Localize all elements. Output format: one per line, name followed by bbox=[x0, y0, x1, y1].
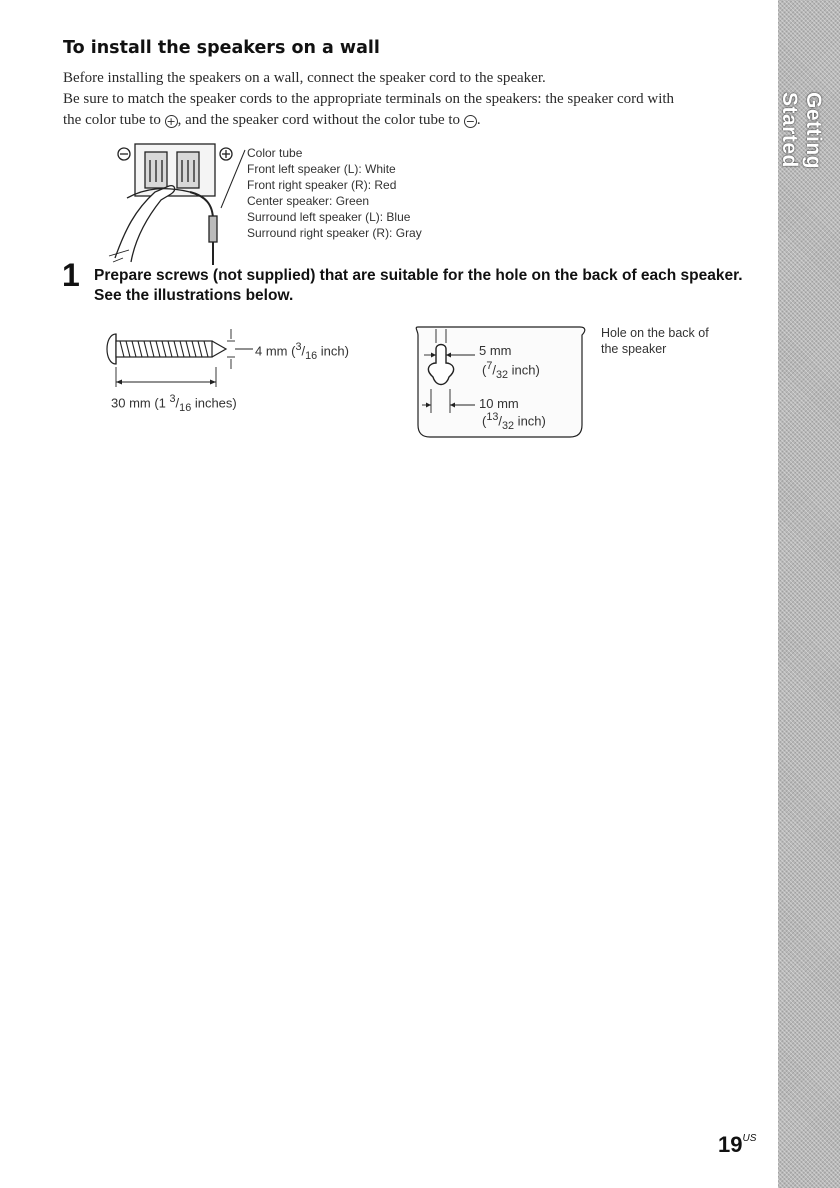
hole-width-inch: ($^7/_{32}$ inch) bbox=[482, 360, 540, 381]
width-numerator: 7 bbox=[486, 360, 493, 372]
depth-denominator: 32 bbox=[502, 419, 515, 432]
page-number bbox=[718, 1132, 756, 1158]
minus-terminal-symbol: − bbox=[465, 115, 475, 128]
length-unit: inches) bbox=[191, 395, 237, 411]
instruction-text-b: , and the speaker cord without the color tube to bbox=[177, 112, 464, 128]
step-line-1: Prepare screws (not supplied) that are suitable for the hole on the back of each speaker. bbox=[94, 267, 743, 284]
color-tube-item: Front right speaker (R): Red bbox=[247, 178, 397, 192]
instruction-line-1: Be sure to match the speaker cords to the appropriate terminals on the speakers: the speaker cord with bbox=[63, 91, 675, 107]
diameter-text: 4 mm ( bbox=[255, 343, 296, 359]
length-numerator: 3 bbox=[169, 393, 176, 405]
diameter-denominator: 16 bbox=[305, 349, 318, 362]
color-tube-item: Surround left speaker (L): Blue bbox=[247, 210, 411, 224]
length-text: 30 mm (1 bbox=[111, 395, 170, 411]
screw-length-label: 30 mm (1 $^3/_{16}$ inches) bbox=[111, 393, 237, 414]
hole-depth-label: 10 mm bbox=[479, 396, 519, 411]
section-heading: To install the speakers on a wall bbox=[63, 38, 380, 58]
instruction-text-a: the color tube to bbox=[63, 112, 165, 128]
length-denominator: 16 bbox=[179, 401, 192, 414]
width-unit: inch) bbox=[508, 362, 540, 378]
page-number-suffix: US bbox=[742, 1133, 757, 1144]
side-tab-label: Getting Started bbox=[778, 92, 825, 169]
diameter-numerator: 3 bbox=[295, 341, 302, 353]
screw-illustration bbox=[100, 325, 260, 390]
page-number-value: 19 bbox=[718, 1132, 743, 1157]
plus-terminal-symbol: + bbox=[166, 115, 176, 128]
depth-unit: inch) bbox=[514, 413, 546, 429]
hole-caption-line-1: Hole on the back of bbox=[601, 326, 709, 340]
speaker-terminal-illustration bbox=[105, 140, 245, 265]
color-tube-item: Front left speaker (L): White bbox=[247, 162, 396, 176]
width-denominator: 32 bbox=[496, 368, 509, 381]
diameter-unit: inch) bbox=[317, 343, 349, 359]
hole-depth-inch: ($^{13}/_{32}$ inch) bbox=[482, 411, 546, 432]
color-tube-item: Surround right speaker (R): Gray bbox=[247, 226, 422, 240]
color-tube-title: Color tube bbox=[247, 146, 303, 160]
step-line-2: See the illustrations below. bbox=[94, 287, 294, 304]
color-tube-item: Center speaker: Green bbox=[247, 194, 370, 208]
instruction-text-c: . bbox=[476, 112, 481, 128]
step-text bbox=[94, 266, 774, 306]
screw-diameter-label: 4 mm ($^3/_{16}$ inch) bbox=[255, 341, 349, 362]
instruction-line-2 bbox=[63, 110, 763, 131]
hole-caption bbox=[601, 325, 709, 357]
intro-paragraph: Before installing the speakers on a wall, connect the speaker cord to the speaker. bbox=[63, 70, 546, 86]
depth-numerator: 13 bbox=[486, 411, 499, 423]
hole-width-label: 5 mm bbox=[479, 343, 512, 358]
step-number: 1 bbox=[62, 257, 80, 293]
hole-caption-line-2: the speaker bbox=[601, 342, 667, 356]
